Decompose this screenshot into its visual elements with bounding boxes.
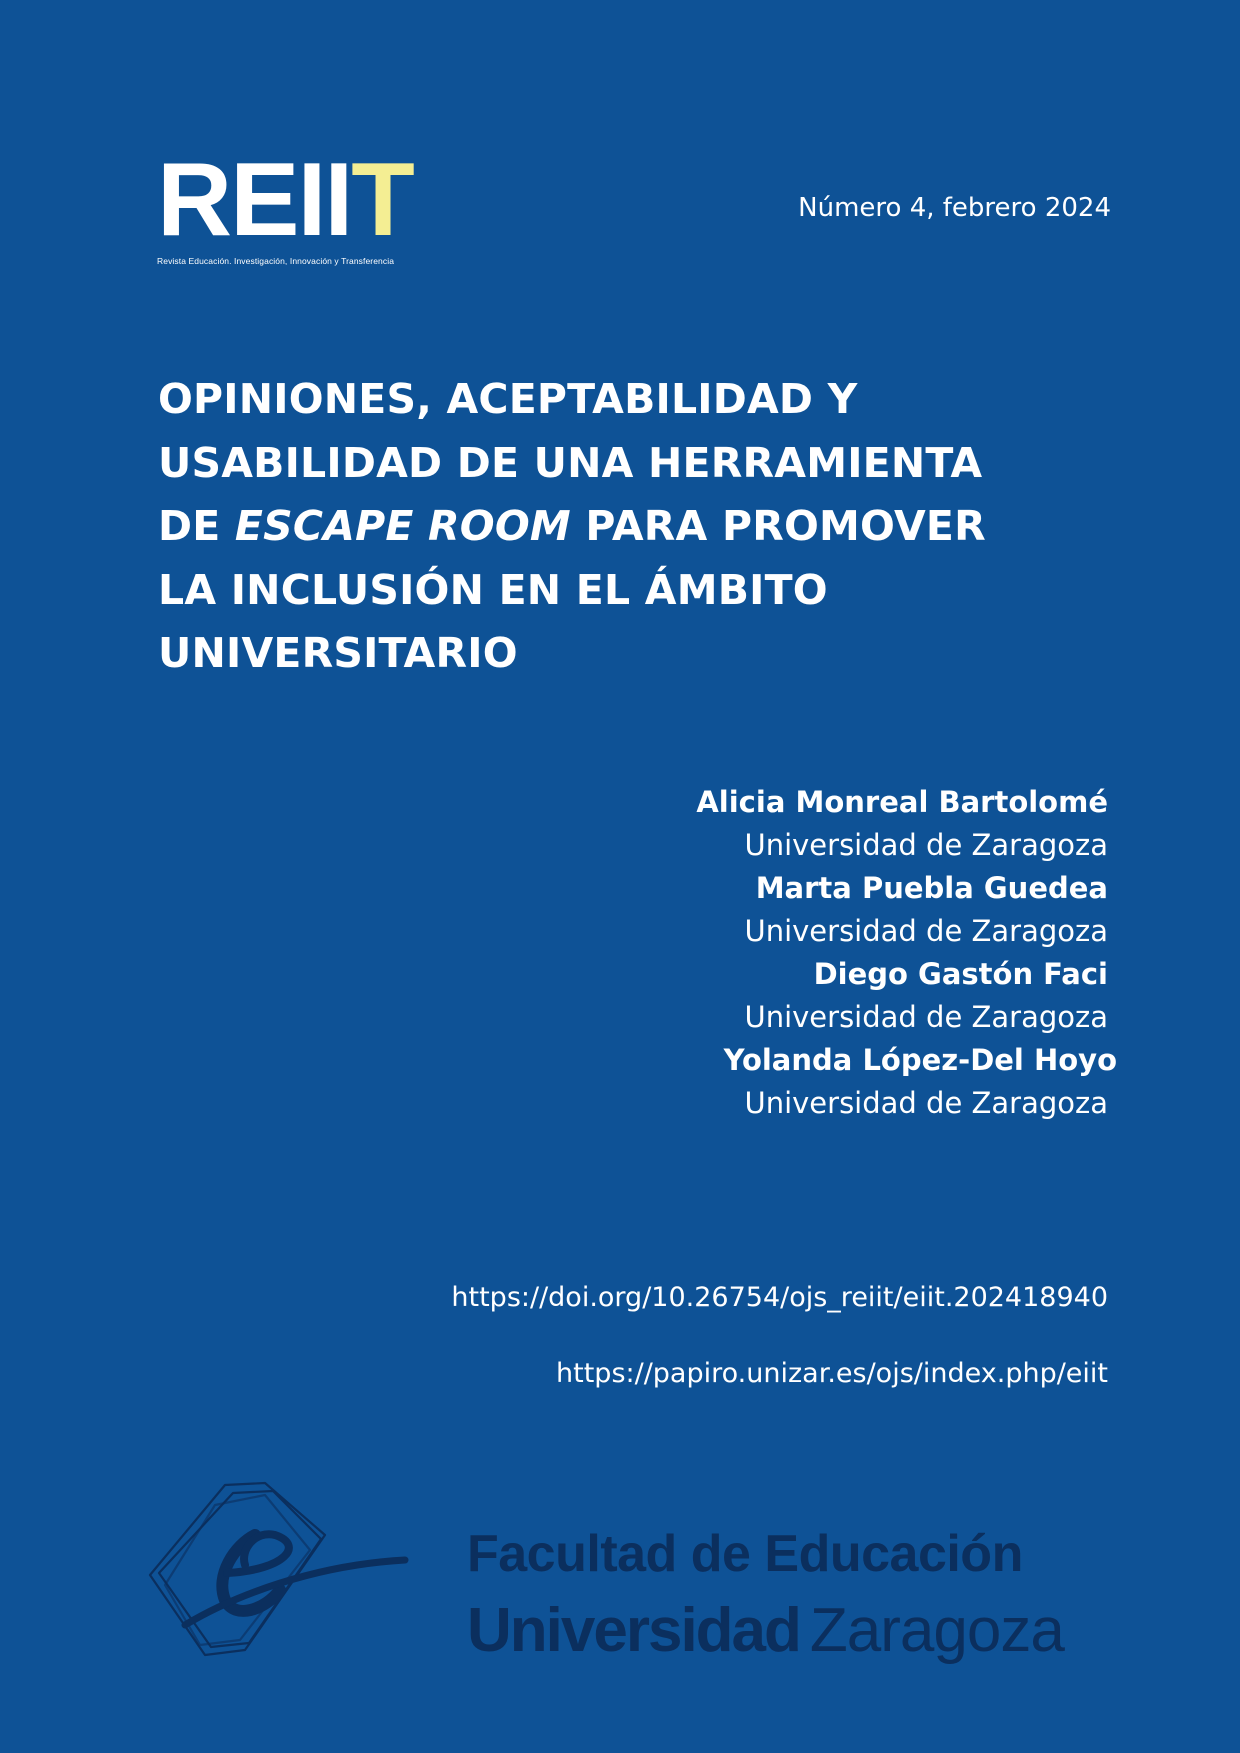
title-line: OPINIONES, ACEPTABILIDAD Y bbox=[158, 375, 858, 423]
article-title bbox=[158, 368, 1108, 686]
author-affiliation: Universidad de Zaragoza bbox=[744, 828, 1108, 862]
author-affiliation: Universidad de Zaragoza bbox=[744, 914, 1108, 948]
author-name: Yolanda López-Del Hoyo bbox=[723, 1043, 1117, 1077]
title-italic-term: ESCAPE ROOM bbox=[234, 502, 571, 550]
author-affiliation: Universidad de Zaragoza bbox=[744, 1000, 1108, 1034]
author-name: Alicia Monreal Bartolomé bbox=[696, 785, 1108, 819]
title-line-prefix: DE bbox=[158, 502, 235, 550]
author-affiliation: Universidad de Zaragoza bbox=[744, 1086, 1108, 1120]
journal-url-link[interactable]: https://papiro.unizar.es/ojs/index.php/eiit bbox=[556, 1358, 1108, 1389]
journal-subtitle: Revista Educación. Investigación, Innovación y Transferencia bbox=[157, 256, 395, 266]
title-line: UNIVERSITARIO bbox=[158, 629, 518, 677]
author-entry bbox=[548, 1039, 1117, 1125]
author-list bbox=[548, 781, 1117, 1125]
faculty-emblem-icon bbox=[145, 1475, 415, 1665]
journal-logo bbox=[157, 142, 447, 266]
title-line bbox=[158, 495, 1108, 559]
doi-link[interactable]: https://doi.org/10.26754/ojs_reiit/eiit.202418940 bbox=[451, 1282, 1108, 1313]
university-name bbox=[467, 1596, 1064, 1665]
title-line-suffix: PARA PROMOVER bbox=[570, 502, 986, 550]
journal-logo-accent-letter: T bbox=[351, 142, 413, 258]
author-entry bbox=[548, 953, 1108, 1039]
journal-logo-letters: REII bbox=[157, 142, 352, 258]
link-list bbox=[308, 1280, 1108, 1392]
university-name-light: Zaragoza bbox=[809, 1596, 1064, 1665]
faculty-name: Facultad de Educación bbox=[467, 1525, 1023, 1583]
author-name: Marta Puebla Guedea bbox=[755, 871, 1108, 905]
title-line: USABILIDAD DE UNA HERRAMIENTA bbox=[158, 438, 983, 487]
author-entry bbox=[548, 867, 1108, 953]
journal-logo-mark bbox=[157, 142, 447, 258]
author-entry bbox=[548, 781, 1108, 867]
title-line: LA INCLUSIÓN EN EL ÁMBITO bbox=[158, 565, 828, 614]
issue-info: Número 4, febrero 2024 bbox=[798, 193, 1111, 223]
university-name-bold: Universidad bbox=[467, 1596, 800, 1665]
author-name: Diego Gastón Faci bbox=[813, 957, 1108, 991]
